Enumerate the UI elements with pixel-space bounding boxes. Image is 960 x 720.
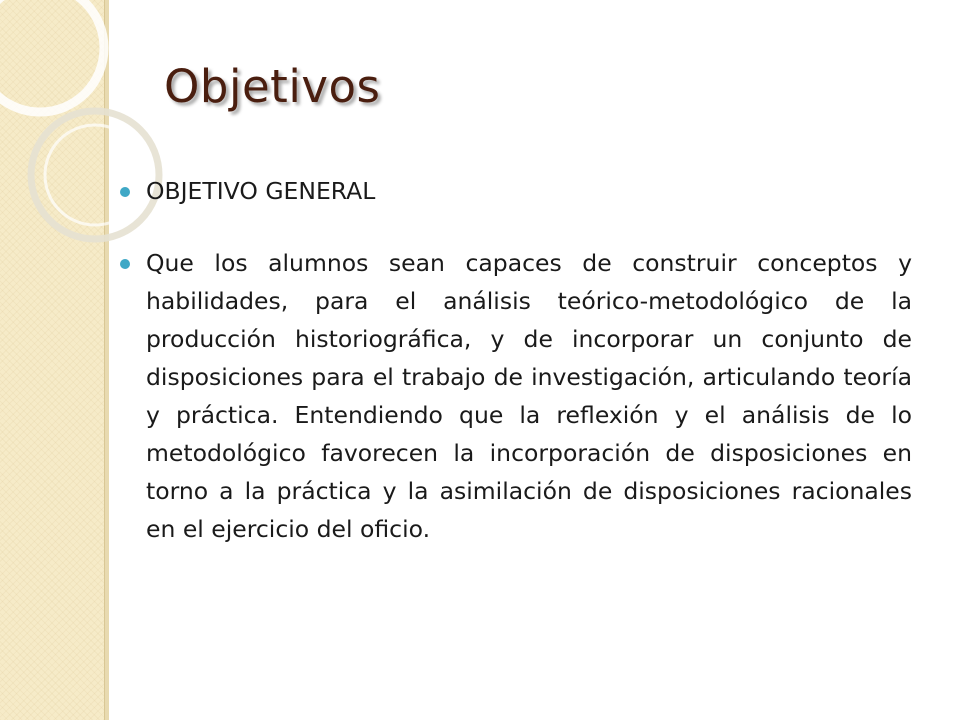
slide-title: Objetivos bbox=[164, 60, 381, 113]
bullet-item-objective-description bbox=[120, 244, 912, 548]
bullet-text: Que los alumnos sean capaces de construir conceptos y habilidades, para el análisis teórico-metodológico de la producción historiográfica, y de incorporar un conjunto de disposiciones para el trabajo de investigación, articulando teoría y práctica. Entendiendo que la reflexión y el análisis de lo metodológico favorecen la incorporación de disposiciones en torno a la práctica y la asimilación de disposiciones racionales en el ejercicio del oficio. bbox=[146, 249, 912, 543]
decorative-circle-large bbox=[0, 0, 104, 112]
slide-body bbox=[120, 172, 912, 548]
bullet-text: OBJETIVO GENERAL bbox=[146, 177, 376, 205]
bullet-dot-icon bbox=[120, 259, 130, 269]
bullet-dot-icon bbox=[120, 187, 130, 197]
bullet-item-general-objective bbox=[120, 172, 912, 210]
